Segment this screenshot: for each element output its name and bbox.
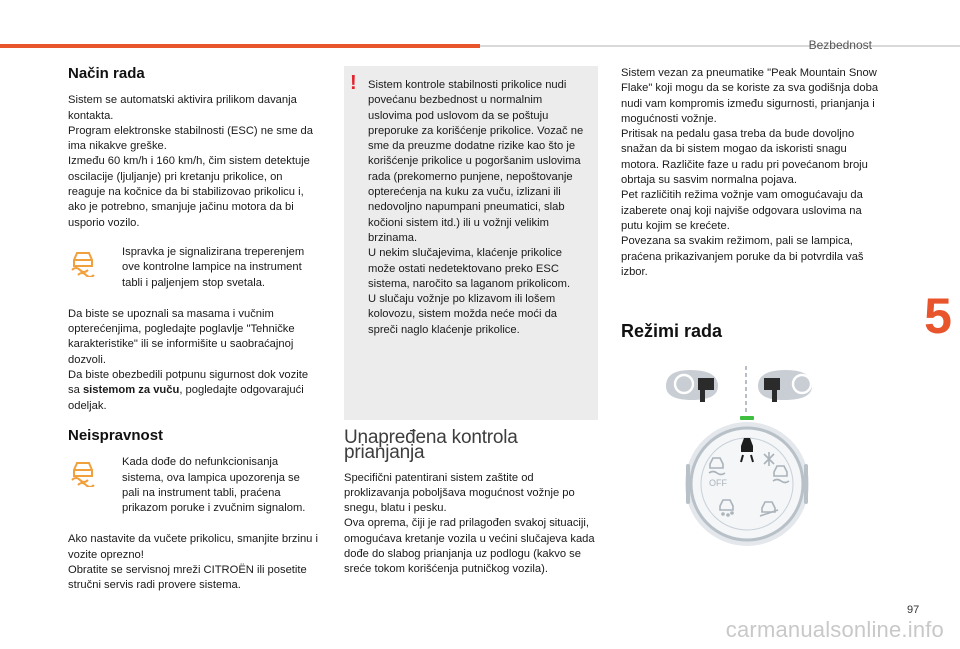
heading-modes: Režimi rada [621,321,723,342]
chapter-tab [916,272,960,360]
mode-selector-illustration [662,360,832,550]
exclamation-icon: ! [350,72,357,94]
column-3 [621,66,883,342]
fault-paragraph: Ako nastavite da vučete prikolicu, smanjite brzinu i vozite oprezno! Obratite se servisnoj mreži CITROËN ili posetite stručni servis radi provere sistema. [68,533,318,592]
svg-text:OFF: OFF [709,478,727,488]
intro-paragraph: Sistem se automatski aktivira prilikom davanja kontakta. Program elektronske stabilnosti (ESC) ne sme da ima nikakve greške. Između 60 km/h i 160 km/h, čim sistem detektuje oscilacije (ljuljanje) pri kretanju prikolice, on reaguje na kočnice da bi stabilizovao prikolicu i, ako je potrebno, smanjuje jačinu motora da bi usporio vozilo. [68,94,313,229]
chapter-number: 5 [924,288,952,344]
mass-paragraph: Da biste se upoznali sa masama i vučnim opterećenjima, pogledajte poglavlje "Tehničke karakteristike" ili se informišite u saobraćajnoj dozvoli. Da biste obezbedili potpunu sigurnost dok vozite sa sistemom za vuču, pogledajte odgovarajući odeljak. [68,307,309,412]
fault-lamp-note [68,455,320,516]
steering-wheel-icon [666,370,718,402]
warning-text: Sistem kontrole stabilnosti prikolice nudi povećanu bezbednost u normalnim uslovima pod uslovom da se poštuju preporuke za korišćenje prikolice. Vozač ne sme da preuzme dodatne rizike kao što je korišćenje prikolice u pogoršanim uslovima rada (prekomerno punjene, nepoštovanje opterećenja na kuku za vuču, izlizani ili nedovoljno napumpani pneumatici, slab kočioni sistem itd.) ili u vožnji velikim brzinama. U nekim slučajevima, klaćenje prikolice može ostati nedetektovano preko ESC sistema, naročito sa laganom prikolicom. U slučaju vožnje po klizavom ili lošem kolovozu, sistem možda neće moći da spreči naglo klaćenje prikolice. [368,79,584,336]
warning-lamp-note [68,245,320,291]
tyre-paragraph: Sistem vezan za pneumatike "Peak Mountain Snow Flake" koji mogu da se koriste za sva godišnja doba nudi vam kompromis između sigurnosti, prianjanja i mogućnosti vožnje. Pritisak na pedalu gasa treba da bude dovoljno snažan da bi sistem mogao da iskoristi snagu motora. Različite faze u radu pri povećanom broju obrtaja su sasvim normalna pojava. Pet različitih režima vožnje vam omogućavaju da izaberete onaj koji najviše odgovara uslovima na putu kojim se krećete. Povezana sa svakim režimom, pali se lampica, praćena prikazivanjem poruke da bi potvrdila vaš izbor. [621,67,879,278]
grip-paragraph: Specifični patentirani sistem zaštite od proklizavanja poboljšava mogućnost vožnje po snegu, blatu i pesku. Ova oprema, čiji je rad prilagođen svakoj situaciji, omogućava kretanje vozila u većini slučajeva kada dođe do slabog prianjanja uz podlogu (kakvo se sreće tokom korišćenja putničkog vozila). [344,471,595,576]
warning-box [344,66,598,420]
heading-grip: Unapređena kontrola prianjanja [344,427,518,464]
page-number: 97 [907,604,920,616]
header-accent-bar [0,44,480,48]
mass-bold: sistemom za vuču [82,384,180,397]
steering-wheel-icon [758,370,812,402]
heading-mode: Način rada [68,65,145,82]
icon-note-text: Ispravka je signalizirana treperenjem ove kontrolne lampice na instrument tabli i paljenjem stop svetala. [122,245,305,289]
watermark: carmanualsonline.info [725,617,944,642]
column-2 [344,66,598,578]
column-1 [68,66,320,594]
fault-note-text: Kada dođe do nefunkcionisanja sistema, ova lampica upozorenja se pali na instrument tabli, praćena prikazom poruke i zvučnim signalom. [122,456,306,515]
esc-trailer-icon [68,245,122,282]
header-rule [480,45,960,47]
section-title: Bezbednost [808,38,872,52]
heading-fault: Neispravnost [68,426,164,444]
esc-fault-icon [68,455,122,492]
